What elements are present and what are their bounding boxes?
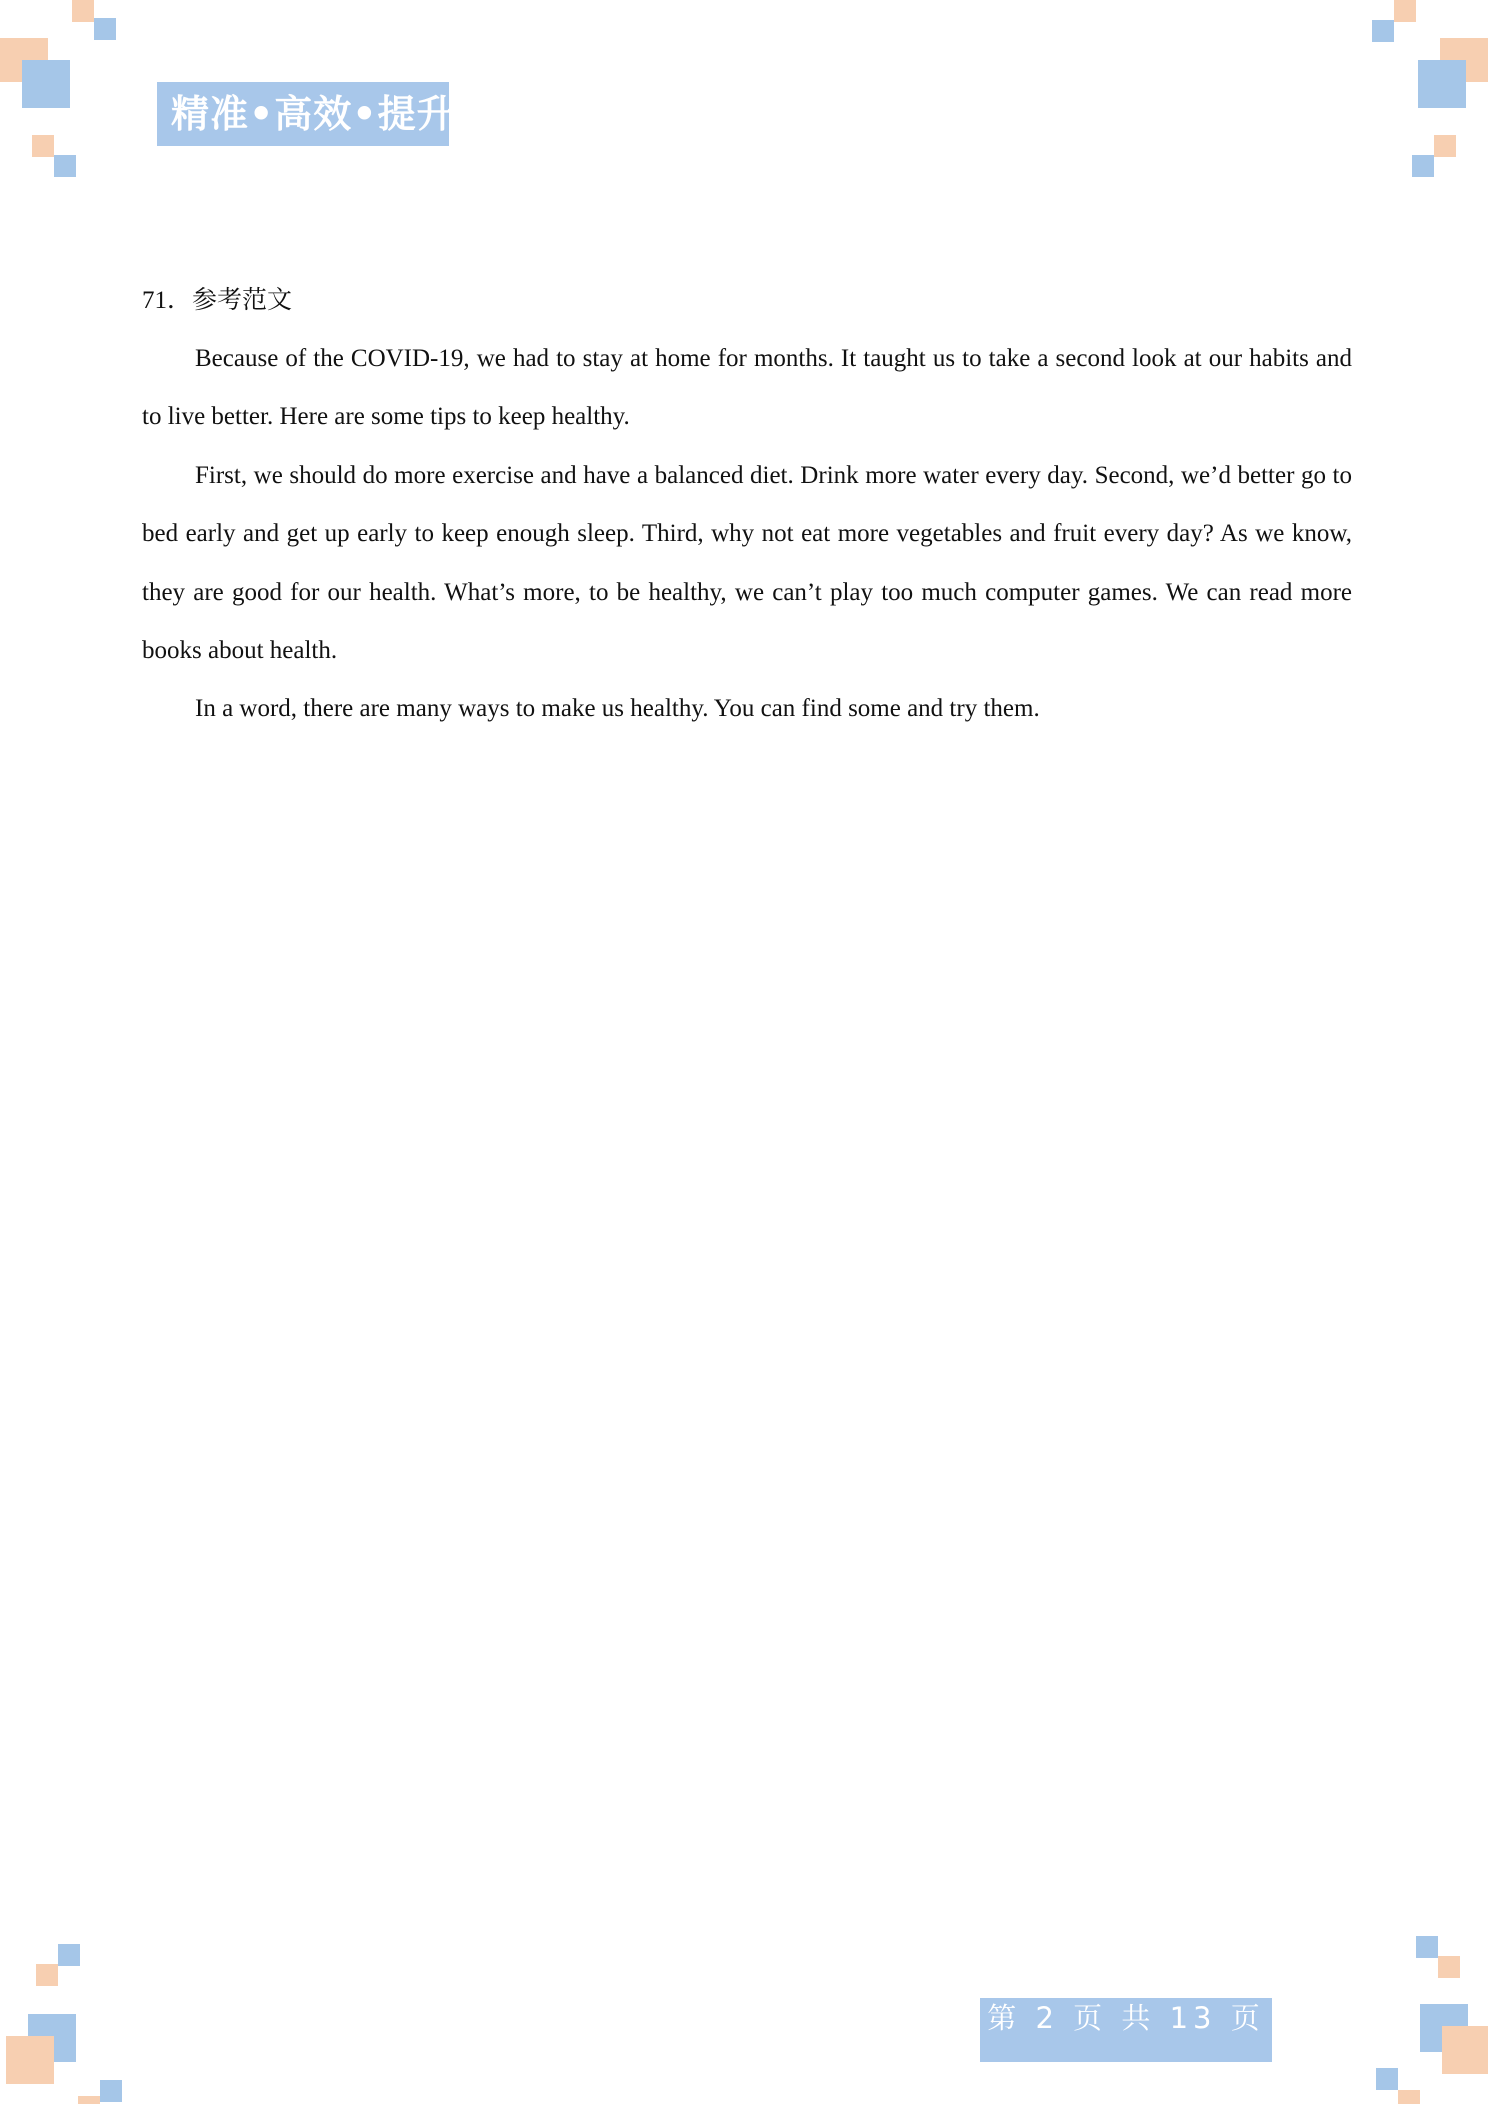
corner-decoration bbox=[78, 2096, 100, 2104]
corner-decoration bbox=[100, 2080, 122, 2102]
paragraph-body: First, we should do more exercise and have a balanced diet. Drink more water every day. Second, we’d better go to bed early and get up early to keep enough sleep. Third, why not eat more vegetables and fruit every day? As we know, they are good for our health. What’s more, to be healthy, we can’t play too much computer games. We can read more books about health. bbox=[142, 461, 1352, 665]
corner-decoration bbox=[1418, 60, 1466, 108]
corner-decoration bbox=[1442, 2026, 1488, 2074]
corner-decoration bbox=[1416, 1936, 1438, 1958]
corner-decoration bbox=[6, 2036, 54, 2084]
corner-decoration bbox=[1398, 2090, 1420, 2104]
question-heading: 71．参考范文 bbox=[142, 287, 293, 314]
corner-decoration bbox=[36, 1964, 58, 1986]
corner-decoration bbox=[1372, 20, 1394, 42]
page-number-label: 第 2 页 共 13 页 bbox=[980, 1998, 1272, 2062]
paragraph-intro: Because of the COVID-19, we had to stay at home for months. It taught us to take a second look at our habits and to live better. Here are some tips to keep healthy. bbox=[142, 345, 1352, 431]
corner-decoration bbox=[58, 1944, 80, 1966]
corner-decoration bbox=[1438, 1956, 1460, 1978]
corner-decoration bbox=[1412, 155, 1434, 177]
corner-decoration bbox=[1434, 135, 1456, 157]
corner-decoration bbox=[32, 135, 54, 157]
answer-section bbox=[142, 272, 1352, 739]
corner-decoration bbox=[94, 18, 116, 40]
corner-decoration bbox=[1394, 0, 1416, 22]
corner-decoration bbox=[22, 60, 70, 108]
corner-decoration bbox=[72, 0, 94, 22]
corner-decoration bbox=[54, 155, 76, 177]
header-banner: 精准•高效•提升 bbox=[157, 82, 449, 146]
corner-decoration bbox=[1376, 2068, 1398, 2090]
paragraph-conclusion: In a word, there are many ways to make us healthy. You can find some and try them. bbox=[195, 695, 1040, 723]
